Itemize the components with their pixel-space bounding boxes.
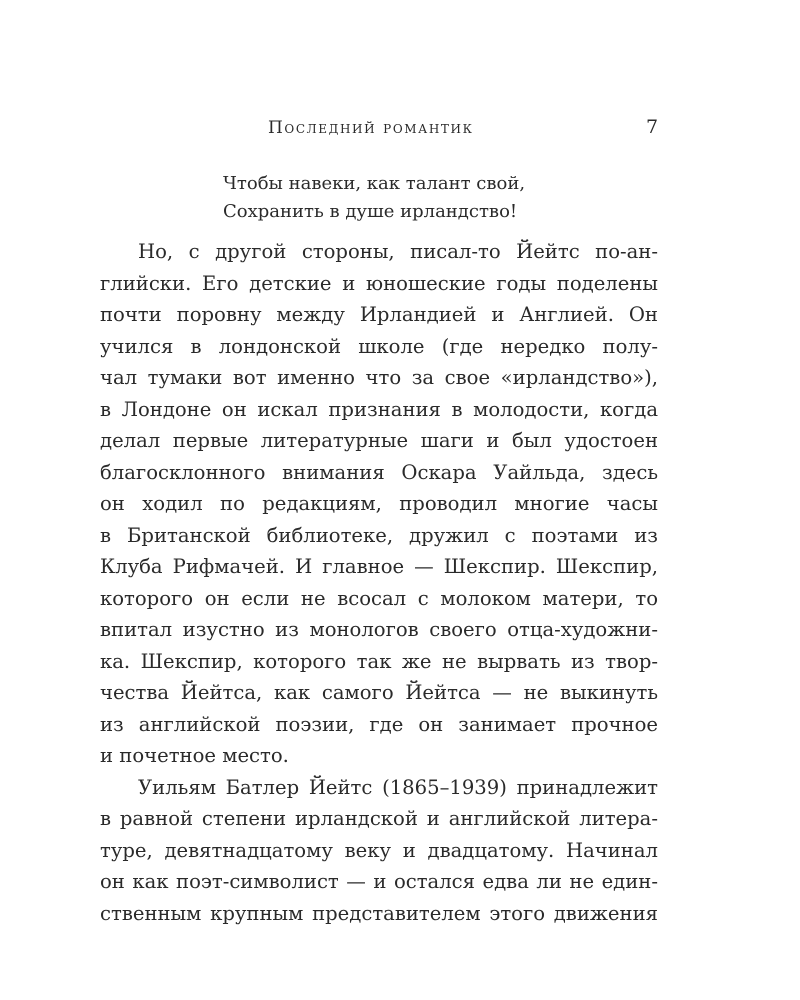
body-text [100, 236, 658, 929]
text-line: делал первые литературные шаги и был удостоен [100, 429, 658, 452]
text-line: ка. Шекспир, которого так же не вырвать из твор- [100, 649, 658, 673]
text-line: Уильям Батлер Йейтс (1865–1939) принадлежит [138, 775, 658, 799]
verse-quote [223, 170, 525, 226]
text-line: он ходил по редакциям, проводил многие часы [100, 492, 658, 515]
text-line: глийски. Его детские и юношеские годы поделены [100, 271, 658, 295]
text-line: учился в лондонской школе (где нередко полу- [100, 334, 658, 358]
text-line: и почетное место. [100, 744, 289, 767]
text-line: чал тумаки вот именно что за свое «ирландство»), [100, 366, 658, 389]
text-line: благосклонного внимания Оскара Уайльда, здесь [100, 460, 658, 484]
text-line: Но, с другой стороны, писал-то Йейтс по-ан- [138, 240, 658, 263]
verse-line: Сохранить в душе ирландство! [223, 201, 518, 222]
text-line: туре, девятнадцатому веку и двадцатому. Начинал [100, 838, 658, 862]
text-line: он как поэт-символист — и остался едва ли не един- [100, 870, 658, 893]
text-line: Клуба Рифмачей. И главное — Шекспир. Шекспир, [100, 555, 658, 578]
running-head-title: Последний романтик [268, 118, 474, 138]
page-number: 7 [646, 116, 659, 138]
text-line: которого он если не всосал с молоком матери, то [100, 586, 658, 610]
text-line: из английской поэзии, где он занимает прочное [100, 712, 658, 736]
text-line: ственным крупным представителем этого движения [100, 901, 658, 925]
text-line: почти поровну между Ирландией и Англией. Он [100, 303, 658, 326]
text-line: в Британской библиотеке, дружил с поэтами из [100, 523, 658, 547]
text-line: в равной степени ирландской и английской литера- [100, 807, 658, 830]
verse-line: Чтобы навеки, как талант свой, [223, 173, 526, 194]
text-line: впитал изустно из монологов своего отца-художни- [100, 618, 658, 641]
text-line: в Лондоне он искал признания в молодости, когда [100, 397, 658, 421]
text-line: чества Йейтса, как самого Йейтса — не выкинуть [100, 681, 658, 704]
